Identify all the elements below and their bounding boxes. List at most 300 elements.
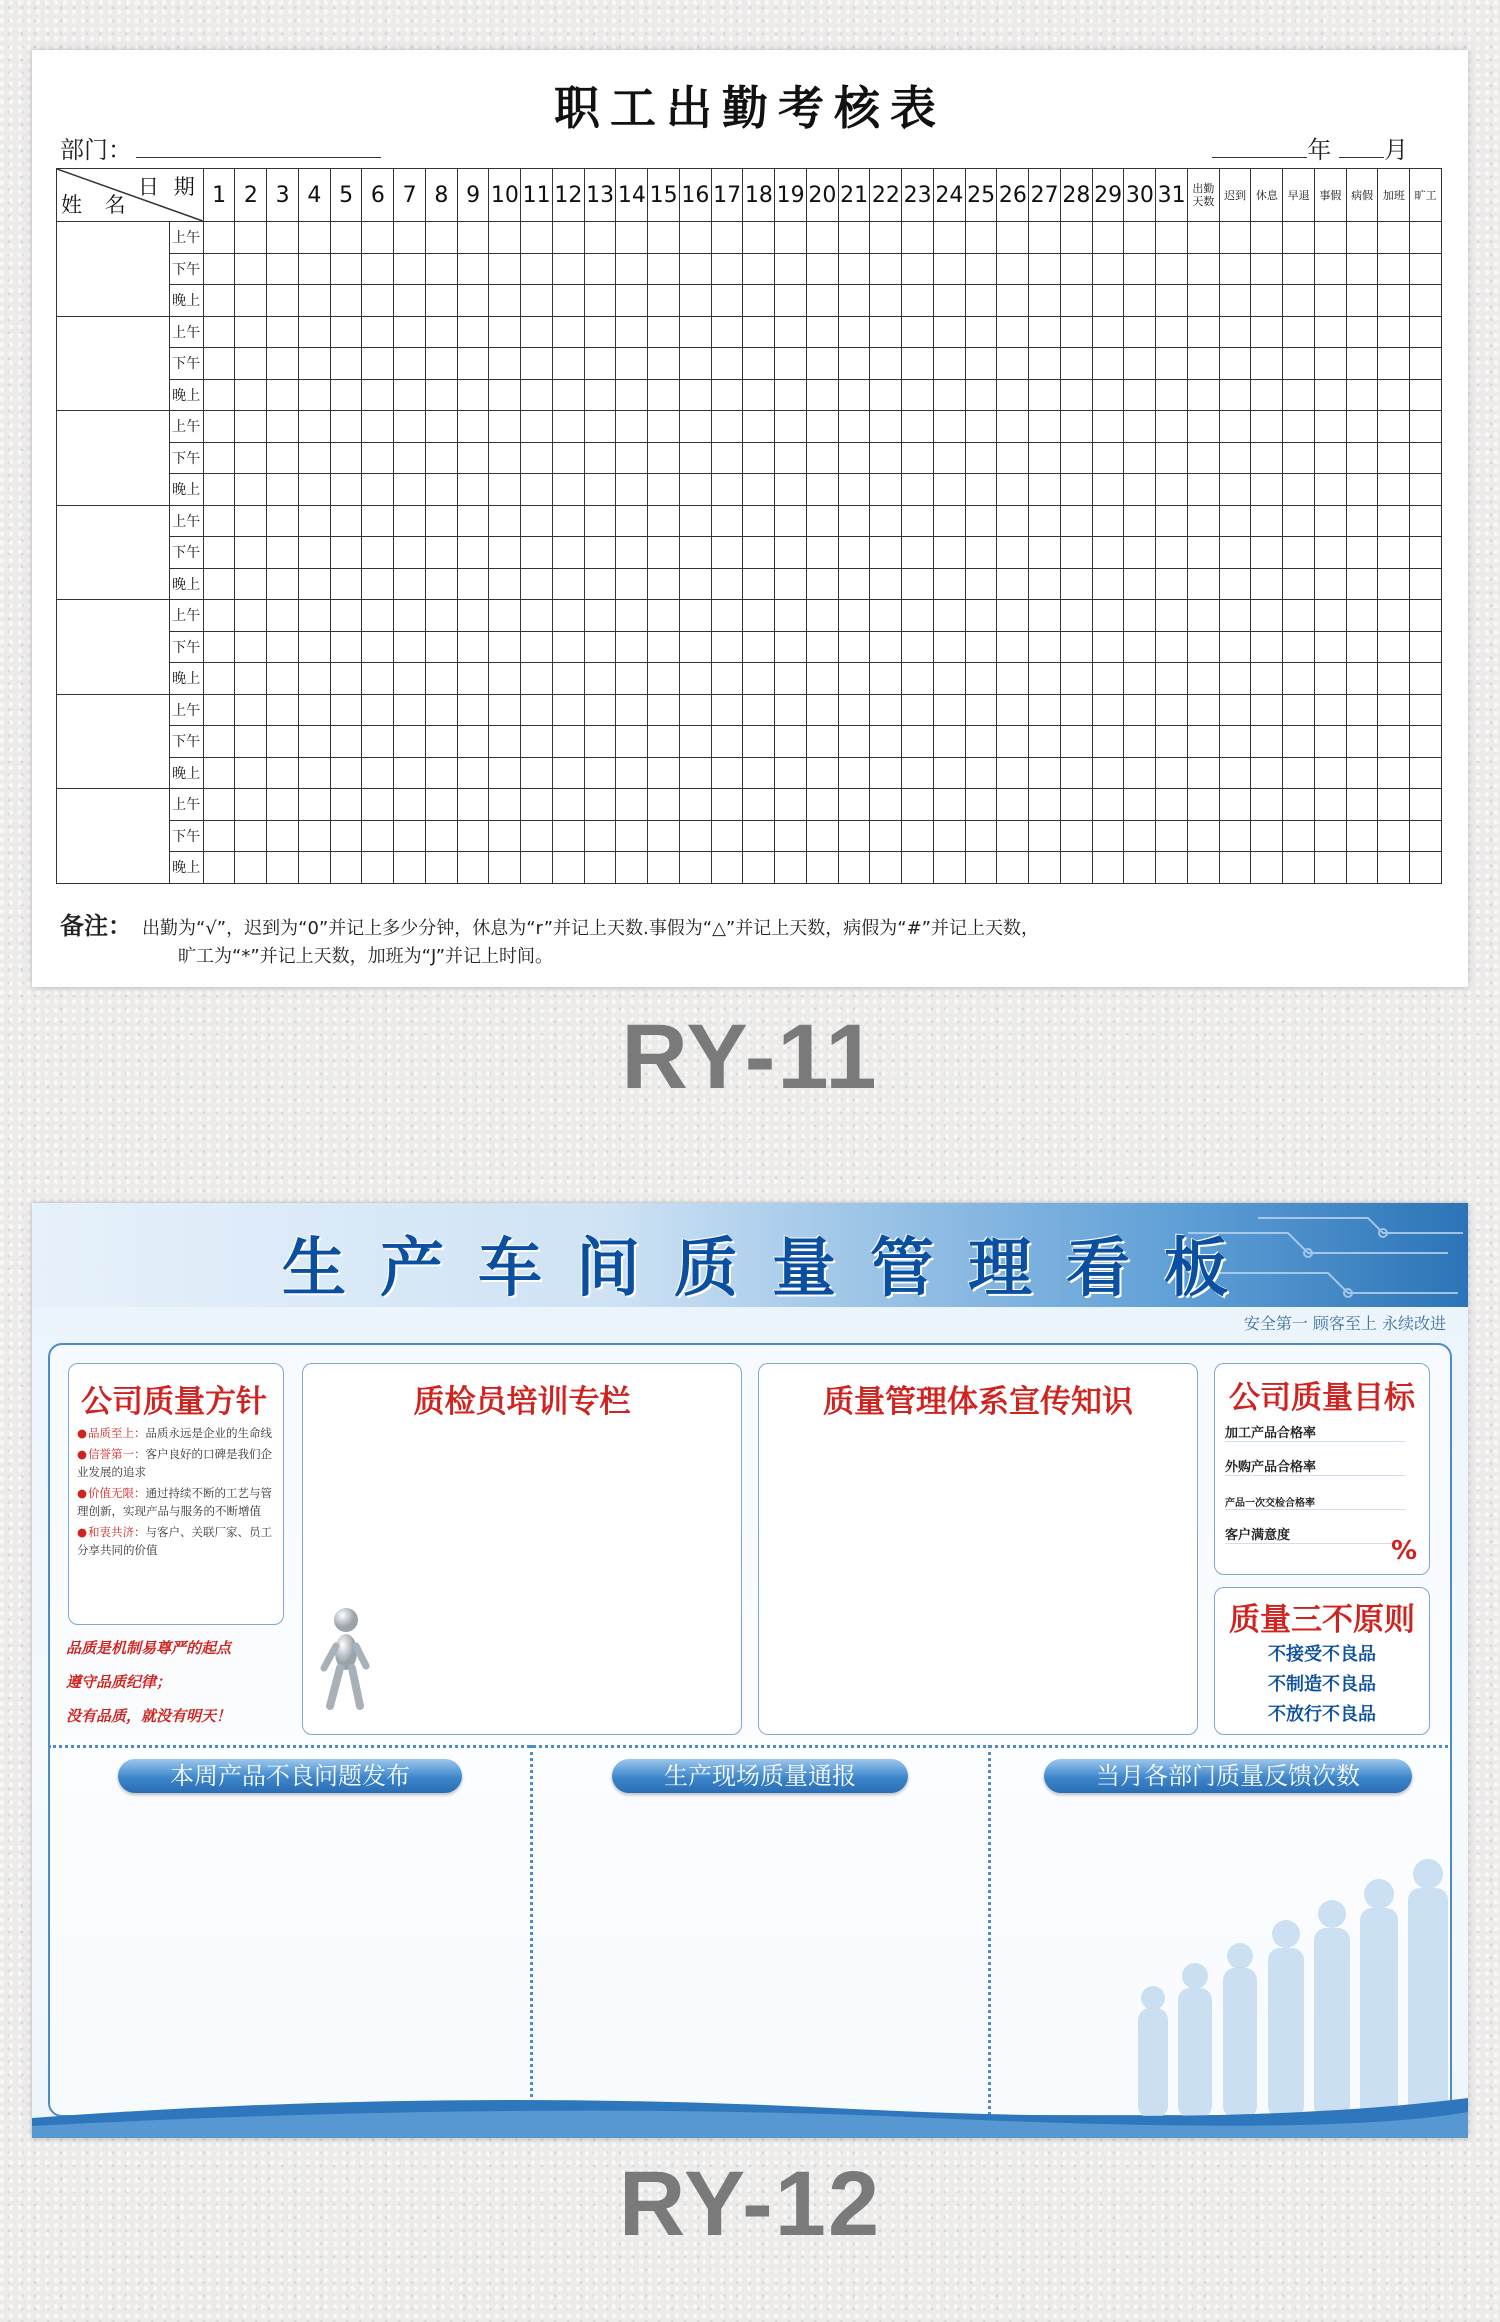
attendance-cell[interactable] bbox=[521, 852, 553, 884]
attendance-cell[interactable] bbox=[235, 348, 267, 380]
attendance-cell[interactable] bbox=[203, 442, 235, 474]
attendance-cell[interactable] bbox=[235, 316, 267, 348]
attendance-cell[interactable] bbox=[267, 222, 299, 254]
attendance-cell[interactable] bbox=[1092, 285, 1124, 317]
attendance-cell[interactable] bbox=[870, 852, 902, 884]
attendance-cell[interactable] bbox=[425, 537, 457, 569]
attendance-cell[interactable] bbox=[870, 474, 902, 506]
attendance-cell[interactable] bbox=[902, 852, 934, 884]
attendance-cell[interactable] bbox=[838, 631, 870, 663]
attendance-cell[interactable] bbox=[1410, 694, 1442, 726]
attendance-cell[interactable] bbox=[1283, 222, 1315, 254]
attendance-cell[interactable] bbox=[838, 568, 870, 600]
attendance-cell[interactable] bbox=[235, 757, 267, 789]
attendance-cell[interactable] bbox=[648, 631, 680, 663]
attendance-cell[interactable] bbox=[902, 726, 934, 758]
attendance-cell[interactable] bbox=[584, 600, 616, 632]
attendance-cell[interactable] bbox=[648, 379, 680, 411]
attendance-cell[interactable] bbox=[1283, 285, 1315, 317]
attendance-cell[interactable] bbox=[933, 411, 965, 443]
attendance-cell[interactable] bbox=[1124, 631, 1156, 663]
attendance-cell[interactable] bbox=[203, 852, 235, 884]
attendance-cell[interactable] bbox=[1410, 474, 1442, 506]
attendance-cell[interactable] bbox=[235, 852, 267, 884]
attendance-cell[interactable] bbox=[679, 474, 711, 506]
attendance-cell[interactable] bbox=[1092, 789, 1124, 821]
attendance-cell[interactable] bbox=[330, 757, 362, 789]
attendance-cell[interactable] bbox=[1283, 852, 1315, 884]
attendance-cell[interactable] bbox=[267, 537, 299, 569]
attendance-cell[interactable] bbox=[616, 631, 648, 663]
attendance-cell[interactable] bbox=[743, 316, 775, 348]
attendance-cell[interactable] bbox=[489, 537, 521, 569]
attendance-cell[interactable] bbox=[806, 600, 838, 632]
attendance-cell[interactable] bbox=[1283, 442, 1315, 474]
attendance-cell[interactable] bbox=[1314, 726, 1346, 758]
attendance-cell[interactable] bbox=[552, 789, 584, 821]
attendance-cell[interactable] bbox=[1029, 474, 1061, 506]
attendance-cell[interactable] bbox=[1187, 285, 1219, 317]
attendance-cell[interactable] bbox=[330, 442, 362, 474]
attendance-cell[interactable] bbox=[1187, 474, 1219, 506]
attendance-cell[interactable] bbox=[1092, 411, 1124, 443]
attendance-cell[interactable] bbox=[394, 600, 426, 632]
attendance-cell[interactable] bbox=[362, 348, 394, 380]
attendance-cell[interactable] bbox=[203, 285, 235, 317]
attendance-cell[interactable] bbox=[806, 663, 838, 695]
attendance-cell[interactable] bbox=[1283, 316, 1315, 348]
attendance-cell[interactable] bbox=[838, 789, 870, 821]
attendance-cell[interactable] bbox=[1219, 726, 1251, 758]
attendance-cell[interactable] bbox=[679, 505, 711, 537]
attendance-cell[interactable] bbox=[298, 537, 330, 569]
attendance-cell[interactable] bbox=[394, 348, 426, 380]
attendance-cell[interactable] bbox=[616, 222, 648, 254]
attendance-cell[interactable] bbox=[1378, 757, 1410, 789]
attendance-cell[interactable] bbox=[394, 820, 426, 852]
attendance-cell[interactable] bbox=[298, 789, 330, 821]
attendance-cell[interactable] bbox=[1314, 222, 1346, 254]
attendance-cell[interactable] bbox=[1124, 285, 1156, 317]
attendance-cell[interactable] bbox=[965, 222, 997, 254]
attendance-cell[interactable] bbox=[552, 379, 584, 411]
attendance-cell[interactable] bbox=[1346, 568, 1378, 600]
attendance-cell[interactable] bbox=[1029, 316, 1061, 348]
attendance-cell[interactable] bbox=[1378, 379, 1410, 411]
attendance-cell[interactable] bbox=[1314, 537, 1346, 569]
attendance-cell[interactable] bbox=[1060, 568, 1092, 600]
attendance-cell[interactable] bbox=[235, 285, 267, 317]
attendance-cell[interactable] bbox=[933, 285, 965, 317]
attendance-cell[interactable] bbox=[711, 474, 743, 506]
attendance-cell[interactable] bbox=[933, 379, 965, 411]
attendance-cell[interactable] bbox=[1156, 537, 1188, 569]
attendance-cell[interactable] bbox=[648, 285, 680, 317]
attendance-cell[interactable] bbox=[1092, 474, 1124, 506]
attendance-cell[interactable] bbox=[902, 411, 934, 443]
attendance-cell[interactable] bbox=[584, 348, 616, 380]
attendance-cell[interactable] bbox=[711, 348, 743, 380]
attendance-cell[interactable] bbox=[1219, 600, 1251, 632]
attendance-cell[interactable] bbox=[616, 789, 648, 821]
attendance-cell[interactable] bbox=[203, 379, 235, 411]
attendance-cell[interactable] bbox=[775, 411, 807, 443]
attendance-cell[interactable] bbox=[1346, 411, 1378, 443]
attendance-cell[interactable] bbox=[298, 568, 330, 600]
attendance-cell[interactable] bbox=[552, 820, 584, 852]
attendance-cell[interactable] bbox=[1314, 442, 1346, 474]
attendance-cell[interactable] bbox=[997, 348, 1029, 380]
attendance-cell[interactable] bbox=[362, 474, 394, 506]
attendance-cell[interactable] bbox=[1029, 757, 1061, 789]
attendance-cell[interactable] bbox=[1314, 694, 1346, 726]
attendance-cell[interactable] bbox=[235, 726, 267, 758]
attendance-cell[interactable] bbox=[1124, 474, 1156, 506]
attendance-cell[interactable] bbox=[1346, 442, 1378, 474]
attendance-cell[interactable] bbox=[457, 757, 489, 789]
attendance-cell[interactable] bbox=[362, 411, 394, 443]
attendance-cell[interactable] bbox=[1029, 600, 1061, 632]
attendance-cell[interactable] bbox=[1092, 442, 1124, 474]
attendance-cell[interactable] bbox=[1092, 757, 1124, 789]
attendance-cell[interactable] bbox=[902, 600, 934, 632]
attendance-cell[interactable] bbox=[997, 726, 1029, 758]
attendance-cell[interactable] bbox=[1378, 505, 1410, 537]
attendance-cell[interactable] bbox=[775, 285, 807, 317]
attendance-cell[interactable] bbox=[965, 631, 997, 663]
attendance-cell[interactable] bbox=[870, 568, 902, 600]
attendance-cell[interactable] bbox=[965, 316, 997, 348]
attendance-cell[interactable] bbox=[1124, 694, 1156, 726]
attendance-cell[interactable] bbox=[330, 537, 362, 569]
attendance-cell[interactable] bbox=[648, 568, 680, 600]
attendance-cell[interactable] bbox=[711, 631, 743, 663]
attendance-cell[interactable] bbox=[362, 757, 394, 789]
attendance-cell[interactable] bbox=[965, 505, 997, 537]
attendance-cell[interactable] bbox=[267, 820, 299, 852]
attendance-cell[interactable] bbox=[1060, 694, 1092, 726]
attendance-cell[interactable] bbox=[806, 411, 838, 443]
attendance-cell[interactable] bbox=[489, 820, 521, 852]
attendance-cell[interactable] bbox=[679, 537, 711, 569]
attendance-cell[interactable] bbox=[711, 442, 743, 474]
attendance-cell[interactable] bbox=[997, 820, 1029, 852]
attendance-cell[interactable] bbox=[648, 253, 680, 285]
attendance-cell[interactable] bbox=[298, 285, 330, 317]
attendance-cell[interactable] bbox=[1346, 474, 1378, 506]
attendance-cell[interactable] bbox=[870, 820, 902, 852]
attendance-cell[interactable] bbox=[362, 600, 394, 632]
attendance-cell[interactable] bbox=[1060, 253, 1092, 285]
attendance-cell[interactable] bbox=[1346, 253, 1378, 285]
attendance-cell[interactable] bbox=[584, 316, 616, 348]
attendance-cell[interactable] bbox=[965, 568, 997, 600]
attendance-cell[interactable] bbox=[1283, 631, 1315, 663]
attendance-cell[interactable] bbox=[648, 411, 680, 443]
attendance-cell[interactable] bbox=[1187, 253, 1219, 285]
attendance-cell[interactable] bbox=[1251, 726, 1283, 758]
attendance-cell[interactable] bbox=[1156, 348, 1188, 380]
attendance-cell[interactable] bbox=[743, 820, 775, 852]
attendance-cell[interactable] bbox=[679, 442, 711, 474]
attendance-cell[interactable] bbox=[552, 505, 584, 537]
attendance-cell[interactable] bbox=[1060, 631, 1092, 663]
attendance-cell[interactable] bbox=[1219, 537, 1251, 569]
attendance-cell[interactable] bbox=[394, 694, 426, 726]
attendance-cell[interactable] bbox=[330, 820, 362, 852]
attendance-cell[interactable] bbox=[521, 285, 553, 317]
attendance-cell[interactable] bbox=[933, 852, 965, 884]
attendance-cell[interactable] bbox=[933, 600, 965, 632]
attendance-cell[interactable] bbox=[1156, 820, 1188, 852]
attendance-cell[interactable] bbox=[902, 285, 934, 317]
attendance-cell[interactable] bbox=[743, 348, 775, 380]
attendance-cell[interactable] bbox=[394, 505, 426, 537]
attendance-cell[interactable] bbox=[1029, 285, 1061, 317]
attendance-cell[interactable] bbox=[584, 285, 616, 317]
attendance-cell[interactable] bbox=[1187, 348, 1219, 380]
attendance-cell[interactable] bbox=[584, 631, 616, 663]
attendance-cell[interactable] bbox=[267, 316, 299, 348]
attendance-cell[interactable] bbox=[1283, 820, 1315, 852]
attendance-cell[interactable] bbox=[1378, 694, 1410, 726]
attendance-cell[interactable] bbox=[1187, 820, 1219, 852]
attendance-cell[interactable] bbox=[775, 474, 807, 506]
attendance-cell[interactable] bbox=[394, 789, 426, 821]
attendance-cell[interactable] bbox=[203, 757, 235, 789]
attendance-cell[interactable] bbox=[1410, 726, 1442, 758]
attendance-cell[interactable] bbox=[1219, 442, 1251, 474]
attendance-cell[interactable] bbox=[1314, 253, 1346, 285]
attendance-cell[interactable] bbox=[457, 348, 489, 380]
attendance-cell[interactable] bbox=[489, 442, 521, 474]
attendance-cell[interactable] bbox=[1156, 663, 1188, 695]
attendance-cell[interactable] bbox=[806, 505, 838, 537]
attendance-cell[interactable] bbox=[267, 663, 299, 695]
attendance-cell[interactable] bbox=[1029, 222, 1061, 254]
attendance-cell[interactable] bbox=[806, 568, 838, 600]
attendance-cell[interactable] bbox=[1092, 348, 1124, 380]
attendance-cell[interactable] bbox=[457, 316, 489, 348]
attendance-cell[interactable] bbox=[298, 820, 330, 852]
attendance-cell[interactable] bbox=[552, 537, 584, 569]
attendance-cell[interactable] bbox=[1410, 222, 1442, 254]
attendance-cell[interactable] bbox=[457, 789, 489, 821]
attendance-cell[interactable] bbox=[425, 726, 457, 758]
attendance-cell[interactable] bbox=[616, 852, 648, 884]
attendance-cell[interactable] bbox=[1156, 442, 1188, 474]
attendance-cell[interactable] bbox=[1251, 379, 1283, 411]
attendance-cell[interactable] bbox=[616, 253, 648, 285]
attendance-cell[interactable] bbox=[838, 348, 870, 380]
attendance-cell[interactable] bbox=[775, 820, 807, 852]
attendance-cell[interactable] bbox=[552, 568, 584, 600]
attendance-cell[interactable] bbox=[1124, 253, 1156, 285]
attendance-cell[interactable] bbox=[997, 663, 1029, 695]
attendance-cell[interactable] bbox=[933, 726, 965, 758]
attendance-cell[interactable] bbox=[679, 726, 711, 758]
attendance-cell[interactable] bbox=[838, 694, 870, 726]
attendance-cell[interactable] bbox=[425, 820, 457, 852]
attendance-cell[interactable] bbox=[616, 694, 648, 726]
attendance-cell[interactable] bbox=[203, 348, 235, 380]
attendance-cell[interactable] bbox=[1092, 568, 1124, 600]
attendance-cell[interactable] bbox=[362, 820, 394, 852]
attendance-cell[interactable] bbox=[1251, 474, 1283, 506]
attendance-cell[interactable] bbox=[362, 253, 394, 285]
attendance-cell[interactable] bbox=[1092, 505, 1124, 537]
attendance-cell[interactable] bbox=[203, 253, 235, 285]
attendance-cell[interactable] bbox=[870, 348, 902, 380]
attendance-cell[interactable] bbox=[457, 537, 489, 569]
employee-name-cell[interactable] bbox=[57, 222, 170, 317]
attendance-cell[interactable] bbox=[933, 348, 965, 380]
attendance-cell[interactable] bbox=[997, 253, 1029, 285]
attendance-cell[interactable] bbox=[1346, 505, 1378, 537]
attendance-cell[interactable] bbox=[425, 442, 457, 474]
attendance-cell[interactable] bbox=[330, 694, 362, 726]
attendance-cell[interactable] bbox=[394, 631, 426, 663]
attendance-cell[interactable] bbox=[775, 694, 807, 726]
attendance-cell[interactable] bbox=[1283, 411, 1315, 443]
attendance-cell[interactable] bbox=[425, 852, 457, 884]
attendance-cell[interactable] bbox=[1378, 442, 1410, 474]
attendance-cell[interactable] bbox=[552, 631, 584, 663]
attendance-cell[interactable] bbox=[1219, 663, 1251, 695]
attendance-cell[interactable] bbox=[1029, 537, 1061, 569]
attendance-cell[interactable] bbox=[203, 789, 235, 821]
attendance-cell[interactable] bbox=[838, 474, 870, 506]
attendance-cell[interactable] bbox=[489, 348, 521, 380]
attendance-cell[interactable] bbox=[298, 442, 330, 474]
attendance-cell[interactable] bbox=[679, 852, 711, 884]
attendance-cell[interactable] bbox=[394, 442, 426, 474]
attendance-cell[interactable] bbox=[235, 537, 267, 569]
attendance-cell[interactable] bbox=[806, 442, 838, 474]
attendance-cell[interactable] bbox=[679, 348, 711, 380]
attendance-cell[interactable] bbox=[203, 537, 235, 569]
attendance-cell[interactable] bbox=[743, 442, 775, 474]
attendance-cell[interactable] bbox=[298, 222, 330, 254]
attendance-cell[interactable] bbox=[203, 726, 235, 758]
attendance-cell[interactable] bbox=[584, 663, 616, 695]
attendance-cell[interactable] bbox=[1060, 820, 1092, 852]
attendance-cell[interactable] bbox=[457, 694, 489, 726]
attendance-cell[interactable] bbox=[298, 379, 330, 411]
attendance-cell[interactable] bbox=[1060, 222, 1092, 254]
attendance-cell[interactable] bbox=[648, 222, 680, 254]
attendance-cell[interactable] bbox=[1156, 379, 1188, 411]
attendance-cell[interactable] bbox=[1314, 852, 1346, 884]
attendance-cell[interactable] bbox=[806, 537, 838, 569]
attendance-cell[interactable] bbox=[1378, 411, 1410, 443]
attendance-cell[interactable] bbox=[1283, 537, 1315, 569]
attendance-cell[interactable] bbox=[425, 253, 457, 285]
attendance-cell[interactable] bbox=[330, 348, 362, 380]
attendance-cell[interactable] bbox=[1314, 411, 1346, 443]
attendance-cell[interactable] bbox=[743, 411, 775, 443]
attendance-cell[interactable] bbox=[1124, 757, 1156, 789]
attendance-cell[interactable] bbox=[1283, 789, 1315, 821]
attendance-cell[interactable] bbox=[743, 505, 775, 537]
attendance-cell[interactable] bbox=[616, 820, 648, 852]
attendance-cell[interactable] bbox=[1124, 411, 1156, 443]
attendance-cell[interactable] bbox=[1346, 820, 1378, 852]
attendance-cell[interactable] bbox=[362, 789, 394, 821]
attendance-cell[interactable] bbox=[521, 726, 553, 758]
attendance-cell[interactable] bbox=[902, 820, 934, 852]
attendance-cell[interactable] bbox=[330, 253, 362, 285]
attendance-cell[interactable] bbox=[552, 474, 584, 506]
attendance-cell[interactable] bbox=[743, 474, 775, 506]
attendance-cell[interactable] bbox=[584, 789, 616, 821]
attendance-cell[interactable] bbox=[775, 726, 807, 758]
attendance-cell[interactable] bbox=[203, 820, 235, 852]
employee-name-cell[interactable] bbox=[57, 505, 170, 600]
attendance-cell[interactable] bbox=[521, 253, 553, 285]
attendance-cell[interactable] bbox=[679, 820, 711, 852]
attendance-cell[interactable] bbox=[1378, 285, 1410, 317]
attendance-cell[interactable] bbox=[457, 253, 489, 285]
attendance-cell[interactable] bbox=[267, 600, 299, 632]
attendance-cell[interactable] bbox=[298, 505, 330, 537]
attendance-cell[interactable] bbox=[521, 379, 553, 411]
attendance-cell[interactable] bbox=[1060, 789, 1092, 821]
attendance-cell[interactable] bbox=[1219, 820, 1251, 852]
attendance-cell[interactable] bbox=[203, 600, 235, 632]
attendance-cell[interactable] bbox=[902, 348, 934, 380]
attendance-cell[interactable] bbox=[235, 222, 267, 254]
attendance-cell[interactable] bbox=[425, 474, 457, 506]
attendance-cell[interactable] bbox=[298, 631, 330, 663]
attendance-cell[interactable] bbox=[997, 789, 1029, 821]
attendance-cell[interactable] bbox=[1346, 757, 1378, 789]
attendance-cell[interactable] bbox=[521, 600, 553, 632]
attendance-cell[interactable] bbox=[298, 474, 330, 506]
attendance-cell[interactable] bbox=[965, 789, 997, 821]
attendance-cell[interactable] bbox=[965, 379, 997, 411]
attendance-cell[interactable] bbox=[1410, 442, 1442, 474]
attendance-cell[interactable] bbox=[362, 537, 394, 569]
attendance-cell[interactable] bbox=[838, 537, 870, 569]
attendance-cell[interactable] bbox=[1283, 726, 1315, 758]
attendance-cell[interactable] bbox=[616, 411, 648, 443]
attendance-cell[interactable] bbox=[330, 411, 362, 443]
attendance-cell[interactable] bbox=[806, 222, 838, 254]
attendance-cell[interactable] bbox=[267, 726, 299, 758]
attendance-cell[interactable] bbox=[870, 631, 902, 663]
attendance-cell[interactable] bbox=[457, 474, 489, 506]
attendance-cell[interactable] bbox=[425, 222, 457, 254]
attendance-cell[interactable] bbox=[775, 379, 807, 411]
attendance-cell[interactable] bbox=[711, 694, 743, 726]
attendance-cell[interactable] bbox=[425, 505, 457, 537]
attendance-cell[interactable] bbox=[1346, 694, 1378, 726]
attendance-cell[interactable] bbox=[1251, 757, 1283, 789]
attendance-cell[interactable] bbox=[267, 442, 299, 474]
attendance-cell[interactable] bbox=[521, 474, 553, 506]
attendance-cell[interactable] bbox=[775, 600, 807, 632]
attendance-cell[interactable] bbox=[711, 505, 743, 537]
attendance-cell[interactable] bbox=[1219, 411, 1251, 443]
attendance-cell[interactable] bbox=[298, 726, 330, 758]
attendance-cell[interactable] bbox=[1156, 757, 1188, 789]
attendance-cell[interactable] bbox=[267, 379, 299, 411]
attendance-cell[interactable] bbox=[330, 726, 362, 758]
attendance-cell[interactable] bbox=[1029, 726, 1061, 758]
attendance-cell[interactable] bbox=[330, 631, 362, 663]
attendance-cell[interactable] bbox=[616, 348, 648, 380]
